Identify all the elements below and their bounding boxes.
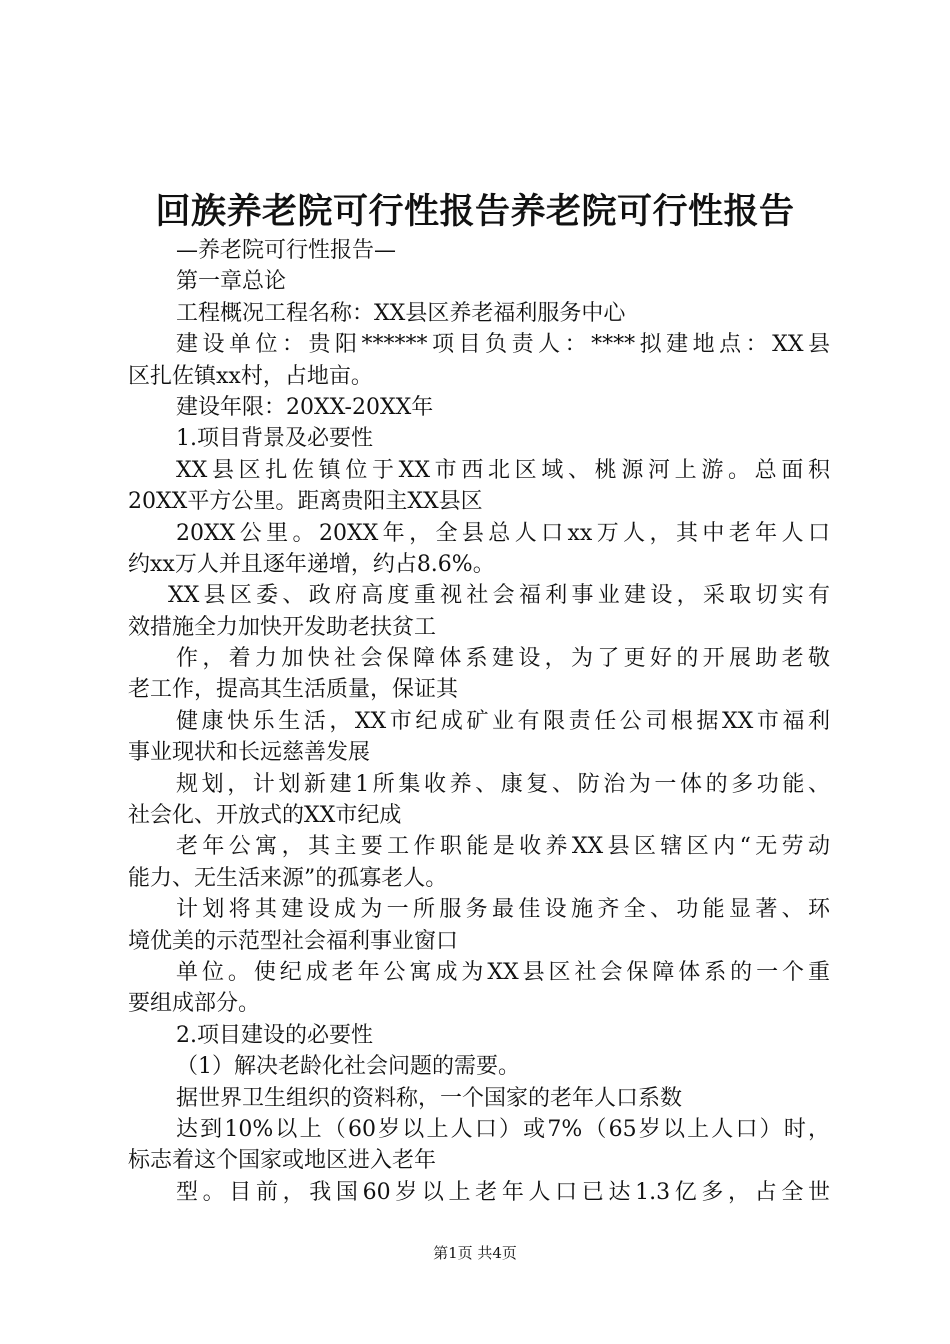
paragraph-line: 建设单位：贵阳******项目负责人：****拟建地点：XX县 — [176, 332, 830, 358]
paragraph-line: 工程概况工程名称：XX县区养老福利服务中心 — [176, 300, 626, 326]
paragraph-line: 约xx万人并且逐年递增，约占8.6%。 — [128, 551, 495, 577]
paragraph-line: XX县区委、政府高度重视社会福利事业建设，采取切实有 — [168, 583, 830, 609]
paragraph-line: 达到10%以上（60岁以上人口）或7%（65岁以上人口）时， — [176, 1116, 830, 1142]
section-heading: 2.项目建设的必要性 — [176, 1022, 373, 1048]
document-title: 回族养老院可行性报告养老院可行性报告 — [155, 191, 795, 232]
paragraph-line: 社会化、开放式的XX市纪成 — [128, 803, 402, 829]
paragraph-line: 规划，计划新建1所集收养、康复、防治为一体的多功能、 — [176, 771, 830, 797]
page-footer: 第1页 共4页 — [433, 1244, 517, 1262]
paragraph-line: 效措施全力加快开发助老扶贫工 — [128, 614, 437, 640]
paragraph-line: 计划将其建设成为一所服务最佳设施齐全、功能显著、环 — [176, 897, 830, 923]
paragraph-line: XX县区扎佐镇位于XX市西北区域、桃源河上游。总面积 — [176, 457, 830, 483]
paragraph-line: 境优美的示范型社会福利事业窗口 — [128, 928, 459, 954]
paragraph-line: 型。目前，我国60岁以上老年人口已达1.3亿多，占全世 — [176, 1179, 830, 1205]
paragraph-line: 老年公寓，其主要工作职能是收养XX县区辖区内“无劳动 — [176, 834, 830, 860]
paragraph-line: 标志着这个国家或地区进入老年 — [128, 1148, 437, 1174]
section-heading: 1.项目背景及必要性 — [176, 426, 373, 452]
paragraph-line: 据世界卫生组织的资料称，一个国家的老年人口系数 — [176, 1085, 683, 1111]
paragraph-line: 20XX公里。20XX年，全县总人口xx万人，其中老年人口 — [176, 520, 830, 546]
subtitle-line: —养老院可行性报告— — [176, 238, 397, 263]
paragraph-line: 单位。使纪成老年公寓成为XX县区社会保障体系的一个重 — [176, 959, 830, 985]
paragraph-line: 事业现状和长远慈善发展 — [128, 740, 371, 766]
paragraph-line: 健康快乐生活，XX市纪成矿业有限责任公司根据XX市福利 — [176, 708, 830, 734]
paragraph-line: 要组成部分。 — [128, 991, 261, 1017]
paragraph-line: 建设年限：20XX-20XX年 — [176, 394, 434, 420]
paragraph-line: 能力、无生活来源”的孤寡老人。 — [128, 865, 448, 891]
document-body — [128, 235, 830, 1208]
chapter-heading: 第一章总论 — [176, 269, 287, 295]
paragraph-line: 区扎佐镇xx村，占地亩。 — [128, 363, 373, 389]
paragraph-line: 作，着力加快社会保障体系建设，为了更好的开展助老敬 — [176, 646, 830, 672]
paragraph-line: 20XX平方公里。距离贵阳主XX县区 — [128, 489, 483, 515]
paragraph-line: 老工作，提高其生活质量，保证其 — [128, 677, 459, 703]
subsection-heading: （1）解决老龄化社会问题的需要。 — [176, 1054, 520, 1080]
